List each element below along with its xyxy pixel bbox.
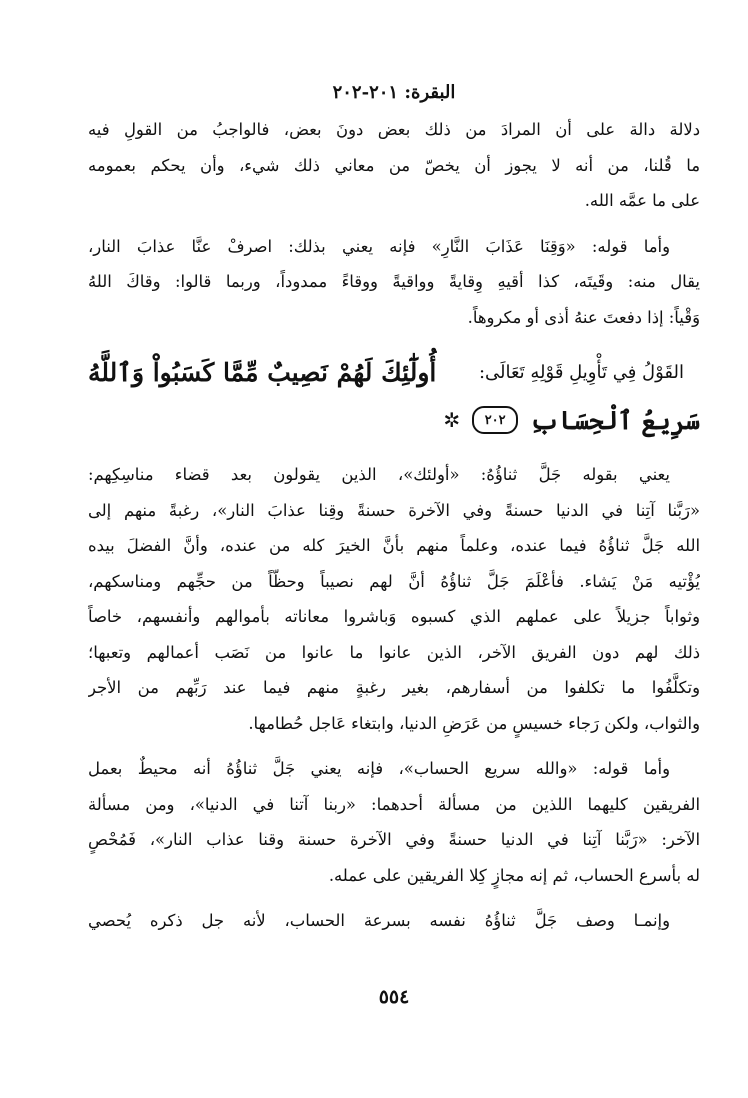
paragraph <box>88 457 700 741</box>
text-line: يعني بقوله جَلَّ ثناؤُهُ: «أولئك»، الذين يقولون بعد قضاء مناسِكِهم: <box>88 465 670 484</box>
text-line: يُؤْتيه مَنْ يَشاء. فأعْلَمَ جَلَّ ثناؤُهُ أنَّ لهم نصيباً وحظّاً من حجِّهم ومناسكهم، <box>88 571 700 591</box>
text-line: وأما قوله: «والله سريع الحساب»، فإنه يعني جَلَّ ثناؤُهُ أنه محيطٌ بعمل <box>88 759 670 778</box>
paragraph <box>88 903 700 939</box>
text-line: «رَبَّنا آتِنا في الدنيا حسنةً وفي الآخرة حسنةً وقِنا عذابَ النار»، رغبةً منهم إلى <box>88 500 700 520</box>
text-line: الآخر: «رَبَّنا آتِنا في الدنيا حسنةً وفي الآخرة حسنة وقنا عذاب النار»، فَمُحْصٍ <box>88 830 700 849</box>
text-line: ما قُلنا، من أنه لا يجوز أن يخصّ من معاني ذلك شيء، وأن يحكم بعمومه <box>88 155 700 175</box>
text-line: يقال منه: وقَيتَه، كذا أقيهِ وِقايةً وواقيةً ووقاءً ممدوداً، وربما قالوا: وقاكَ اللهُ <box>88 272 700 291</box>
page-number: ٥٥٤ <box>378 986 410 1008</box>
text-line: وتكلَّفُوا ما تكلفوا من أسفارهم، بغير رغبةٍ منهم فيما عند رَبِّهم من الأجر <box>88 678 700 697</box>
verse-intro: القَوْلُ فِي تَأْوِيلِ قَوْلِهِ تَعَالَى: <box>478 361 684 383</box>
text-line: وأما قوله: «وَقِنَا عَذَابَ النَّارِ» فإنه يعني بذلك: اصرفْ عنَّا عذابَ النار، <box>88 236 670 256</box>
star-icon: ✲ <box>443 408 461 432</box>
text-line: والثواب، ولكن رَجاء خسيسٍ من عَرَضِ الدنيا، وابتغاء عَاجل حُطامها. <box>248 713 700 733</box>
text-line: الفريقين كليهما اللذين من مسألة أحدهما: «ربنا آتنا في الدنيا»، ومن مسألة <box>88 794 700 814</box>
text-line: ذلك لهم دون الفريق الآخر، الذين عانوا ما عانوا من نَصَب أعمالهم وتعبها؛ <box>88 642 700 662</box>
text-line: وَقْياً: إذا دفعتَ عنهُ أذى أو مكروهاً. <box>467 307 700 327</box>
book-page <box>88 74 700 1074</box>
text-line: الله جَلَّ ثناؤُهُ فيما عنده، وعلماً منهم بأنَّ الخيرَ كله من عنده، وأنَّ الفضلَ بيده <box>88 536 700 555</box>
text-line: على ما عمَّه الله. <box>584 191 700 210</box>
text-line: وثواباً جزيلاً على عملهم الذي كسبوه وَباشروا معاناته بأموالهم وأنفسهم، خاصاً <box>88 607 700 626</box>
text-line: له بأسرع الحساب، ثم إنه مجازٍ كِلا الفريقين على عمله. <box>328 865 700 885</box>
text-line: وإنمـا وصف جَلَّ ثناؤُهُ نفسه بسرعة الحساب، لأنه جل ذكره يُحصي <box>88 911 670 930</box>
text-line: دلالة دالة على أن المرادَ من ذلك بعض دونَ بعض، فالواجبُ من القولِ فيه <box>88 120 700 139</box>
paragraph <box>88 229 700 336</box>
quran-verse-heading <box>88 347 700 443</box>
verse-text: سَرِيعُ ٱلْحِسَابِ <box>530 405 700 435</box>
paragraph <box>88 751 700 893</box>
ayah-number-marker: ٢٠٢ <box>472 406 518 434</box>
paragraph <box>88 112 700 219</box>
verse-text: أُولَٰٓئِكَ لَهُمْ نَصِيبٌ مِّمَّا كَسَبُواْ وَٱللَّهُ <box>88 357 437 387</box>
running-header: البقرة: ٢٠١-٢٠٢ <box>332 82 456 103</box>
